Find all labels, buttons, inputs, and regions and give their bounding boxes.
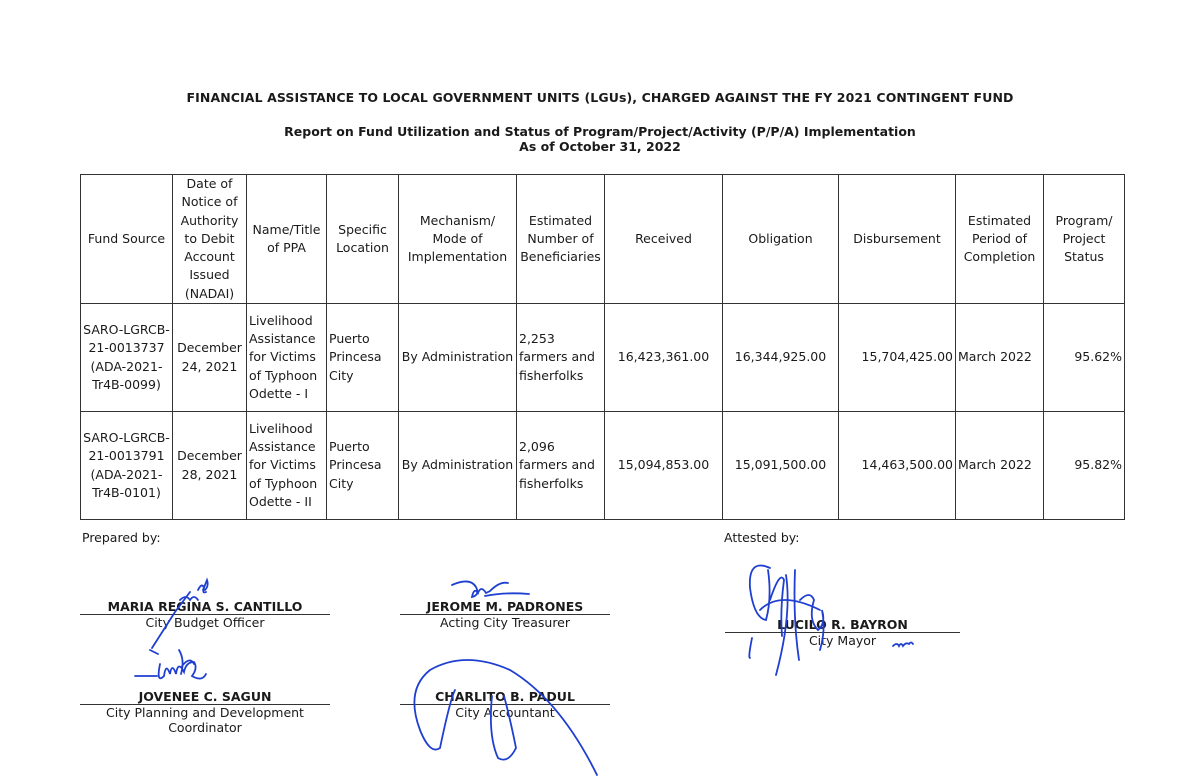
cell-line: SARO-LGRCB- bbox=[83, 429, 170, 445]
header-line: Period of bbox=[972, 230, 1027, 246]
column-header-ppa-name bbox=[247, 175, 327, 304]
header-line: Mode of bbox=[432, 230, 483, 246]
cell-nadai-date bbox=[173, 304, 247, 412]
cell-line: SARO-LGRCB- bbox=[83, 321, 170, 337]
header-line: to Debit bbox=[184, 230, 235, 246]
table-header-row bbox=[81, 175, 1125, 304]
header-line: Number of bbox=[527, 230, 594, 246]
cell-line: Assistance bbox=[249, 331, 316, 347]
cell-line: (ADA-2021- bbox=[90, 466, 163, 482]
cell-line: (ADA-2021- bbox=[90, 358, 163, 374]
cell-line: of Typhoon bbox=[249, 367, 318, 383]
signatory-title: City Budget Officer bbox=[145, 615, 265, 630]
cell-line: Tr4B-0101) bbox=[92, 484, 161, 500]
cell-line: December bbox=[177, 448, 242, 464]
cell-line: Assistance bbox=[249, 439, 316, 455]
signatory-padul bbox=[400, 689, 610, 720]
cell-line: 21-0013791 bbox=[88, 448, 165, 464]
signatory-cantillo bbox=[80, 599, 330, 630]
cell-line: 24, 2021 bbox=[181, 358, 238, 374]
cell-line: December bbox=[177, 340, 242, 356]
signatory-sagun bbox=[80, 689, 330, 735]
signatory-bayron bbox=[725, 617, 960, 648]
cell-completion: March 2022 bbox=[956, 412, 1044, 520]
header-line: Mechanism/ bbox=[419, 212, 496, 228]
signature-sagun bbox=[135, 650, 206, 679]
signatory-title: Acting City Treasurer bbox=[439, 615, 571, 630]
cell-line: for Victims bbox=[249, 349, 316, 365]
cell-line: Puerto bbox=[329, 439, 370, 455]
cell-beneficiaries bbox=[517, 304, 605, 412]
header-line: Estimated bbox=[528, 212, 593, 228]
cell-line: 2,253 bbox=[519, 331, 555, 347]
report-subtitle: Report on Fund Utilization and Status of Program/Project/Activity (P/P/A) Implementation bbox=[284, 124, 916, 139]
cell-line: fisherfolks bbox=[519, 475, 584, 491]
header-line: Name/Title bbox=[252, 221, 321, 237]
cell-disbursement: 15,704,425.00 bbox=[839, 304, 956, 412]
cell-location bbox=[327, 412, 399, 520]
header-line: Status bbox=[1064, 249, 1104, 265]
cell-obligation: 15,091,500.00 bbox=[723, 412, 839, 520]
cell-line: fisherfolks bbox=[519, 367, 584, 383]
cell-status: 95.82% bbox=[1044, 412, 1125, 520]
header-line: Disbursement bbox=[853, 230, 941, 246]
cell-line: Livelihood bbox=[249, 312, 313, 328]
table-row bbox=[81, 412, 1125, 520]
table-row bbox=[81, 304, 1125, 412]
cell-line: City bbox=[329, 367, 354, 383]
column-header-nadai-date bbox=[173, 175, 247, 304]
header-line: of PPA bbox=[267, 240, 306, 256]
signatory-title: City Planning and Development Coordinator bbox=[106, 705, 304, 735]
column-header-location bbox=[327, 175, 399, 304]
signatory-name: JEROME M. PADRONES bbox=[426, 599, 584, 614]
column-header-completion bbox=[956, 175, 1044, 304]
header-line: Notice of bbox=[181, 194, 238, 210]
cell-mechanism: By Administration bbox=[399, 304, 517, 412]
signatory-name: CHARLITO B. PADUL bbox=[435, 689, 575, 704]
header-line: (NADAI) bbox=[184, 285, 235, 301]
cell-obligation: 16,344,925.00 bbox=[723, 304, 839, 412]
column-header-status bbox=[1044, 175, 1125, 304]
signatory-title: City Accountant bbox=[455, 705, 555, 720]
header-line: Date of bbox=[186, 176, 233, 191]
signatory-padrones bbox=[400, 599, 610, 630]
header-line: Obligation bbox=[748, 230, 813, 246]
cell-line: Puerto bbox=[329, 331, 370, 347]
cell-mechanism: By Administration bbox=[399, 412, 517, 520]
column-header-received bbox=[605, 175, 723, 304]
signatory-title: City Mayor bbox=[808, 633, 877, 648]
cell-line: farmers and bbox=[519, 457, 595, 473]
cell-line: for Victims bbox=[249, 457, 316, 473]
attested-by-label: Attested by: bbox=[724, 530, 800, 545]
column-header-obligation bbox=[723, 175, 839, 304]
cell-line: Tr4B-0099) bbox=[92, 376, 161, 392]
header-line: Fund Source bbox=[87, 230, 166, 246]
cell-disbursement: 14,463,500.00 bbox=[839, 412, 956, 520]
column-header-beneficiaries bbox=[517, 175, 605, 304]
cell-line: Livelihood bbox=[249, 420, 313, 436]
prepared-by-label: Prepared by: bbox=[82, 530, 161, 545]
header-line: Project bbox=[1062, 230, 1106, 246]
header-line: Location bbox=[336, 240, 389, 256]
cell-line: farmers and bbox=[519, 349, 595, 365]
report-date: As of October 31, 2022 bbox=[519, 139, 681, 154]
cell-location bbox=[327, 304, 399, 412]
cell-status: 95.62% bbox=[1044, 304, 1125, 412]
header-line: Beneficiaries bbox=[520, 249, 601, 265]
cell-beneficiaries bbox=[517, 412, 605, 520]
cell-line: 21-0013737 bbox=[88, 340, 165, 356]
cell-completion: March 2022 bbox=[956, 304, 1044, 412]
cell-line: Princesa bbox=[329, 457, 382, 473]
header-line: Account bbox=[184, 249, 235, 265]
header-line: Estimated bbox=[967, 212, 1032, 228]
column-header-mechanism bbox=[399, 175, 517, 304]
cell-received: 16,423,361.00 bbox=[605, 304, 723, 412]
cell-ppa bbox=[247, 412, 327, 520]
header-line: Received bbox=[635, 230, 692, 246]
header-line: Program/ bbox=[1055, 212, 1113, 228]
header-line: Authority bbox=[180, 212, 239, 228]
header-line: Completion bbox=[963, 249, 1036, 265]
signatory-name: JOVENEE C. SAGUN bbox=[138, 689, 272, 704]
signature-padrones bbox=[452, 581, 529, 597]
cell-nadai-date bbox=[173, 412, 247, 520]
cell-fund-source bbox=[81, 304, 173, 412]
cell-received: 15,094,853.00 bbox=[605, 412, 723, 520]
cell-line: Princesa bbox=[329, 349, 382, 365]
cell-line: City bbox=[329, 475, 354, 491]
column-header-fund-source bbox=[81, 175, 173, 304]
signatory-name: LUCILO R. BAYRON bbox=[777, 617, 908, 632]
report-title: FINANCIAL ASSISTANCE TO LOCAL GOVERNMENT UNITS (LGUs), CHARGED AGAINST THE FY 2021 CONTINGENT FUND bbox=[186, 90, 1014, 105]
cell-line: 2,096 bbox=[519, 439, 555, 455]
header-line: Specific bbox=[338, 221, 387, 237]
cell-line: Odette - I bbox=[249, 386, 309, 402]
cell-fund-source bbox=[81, 412, 173, 520]
cell-line: Odette - II bbox=[249, 494, 312, 510]
column-header-disbursement bbox=[839, 175, 956, 304]
cell-line: of Typhoon bbox=[249, 475, 318, 491]
fund-utilization-table bbox=[80, 174, 1125, 520]
cell-ppa bbox=[247, 304, 327, 412]
header-line: Implementation bbox=[407, 249, 508, 265]
cell-line: 28, 2021 bbox=[181, 466, 238, 482]
header-line: Issued bbox=[189, 267, 230, 283]
signatory-name: MARIA REGINA S. CANTILLO bbox=[107, 599, 303, 614]
